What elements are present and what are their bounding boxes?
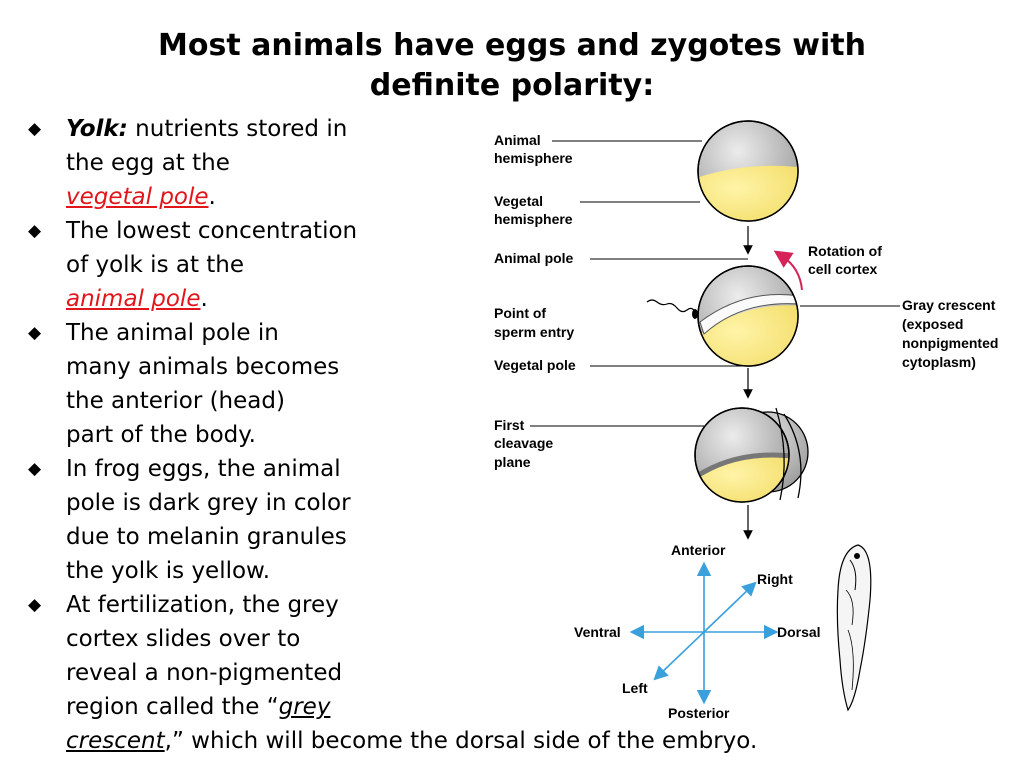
label-dorsal: Dorsal	[777, 624, 821, 640]
label-gray-crescent-2: (exposed	[902, 316, 964, 332]
label-gray-crescent-1: Gray crescent	[902, 297, 996, 313]
label-posterior: Posterior	[668, 705, 730, 721]
bullet-anterior	[28, 316, 448, 452]
bullet-text: .	[208, 184, 216, 210]
bullet-text: of yolk is at the	[66, 252, 245, 278]
tadpole-icon	[837, 545, 870, 710]
term-grey: grey	[278, 694, 331, 720]
fertilized-egg	[690, 266, 806, 380]
label-point-entry-1: Point of	[494, 305, 547, 321]
label-point-entry-2: sperm entry	[494, 324, 575, 340]
sperm-icon	[647, 300, 695, 312]
label-vegetal-pole: Vegetal pole	[494, 357, 576, 373]
bullet-text: pole is dark grey in color	[66, 490, 351, 516]
diamond-bullet-icon: ◆	[28, 323, 42, 343]
label-animal-pole: Animal pole	[494, 250, 574, 266]
bullet-text: part of the body.	[66, 422, 256, 448]
label-first-cleavage-1: First	[494, 417, 525, 433]
term-crescent: crescent	[66, 728, 165, 754]
term-yolk: Yolk:	[66, 116, 128, 142]
diamond-bullet-icon: ◆	[28, 221, 42, 241]
label-first-cleavage-3: plane	[494, 454, 531, 470]
label-gray-crescent-4: cytoplasm)	[902, 354, 976, 370]
bullet-text: many animals becomes	[66, 354, 340, 380]
bullet-text: reveal a non-pigmented	[66, 660, 343, 686]
bullet-text: cortex slides over to	[66, 626, 301, 652]
label-animal-hemisphere-2: hemisphere	[494, 150, 573, 166]
bullet-text: The animal pole in	[66, 320, 279, 346]
body-axes	[636, 568, 772, 698]
term-vegetal-pole: vegetal pole	[66, 184, 209, 210]
label-vegetal-hemisphere-2: hemisphere	[494, 211, 573, 227]
title-line-2: definite polarity:	[369, 68, 655, 103]
label-gray-crescent-3: nonpigmented	[902, 335, 999, 351]
egg-polarity-figure	[480, 110, 1024, 725]
bullet-text: the anterior (head)	[66, 388, 285, 414]
label-first-cleavage-2: cleavage	[494, 435, 554, 451]
unfertilized-egg	[690, 121, 806, 230]
first-cleavage-egg	[692, 408, 810, 510]
bullet-text: The lowest concentration	[66, 218, 358, 244]
label-animal-hemisphere-1: Animal	[494, 132, 541, 148]
label-vegetal-hemisphere-1: Vegetal	[494, 193, 544, 209]
continuation-line	[66, 724, 757, 758]
bullet-text: At fertilization, the grey	[66, 592, 339, 618]
page-title	[0, 26, 1024, 106]
bullet-text: .	[200, 286, 208, 312]
title-line-1: Most animals have eggs and zygotes with	[158, 28, 866, 63]
bullet-text: the yolk is yellow.	[66, 558, 271, 584]
bullet-frog-eggs	[28, 452, 448, 588]
label-ventral: Ventral	[574, 624, 621, 640]
bullet-text: due to melanin granules	[66, 524, 347, 550]
bullet-fertilization	[28, 588, 448, 724]
bullet-lowest-yolk	[28, 214, 448, 316]
diamond-bullet-icon: ◆	[28, 119, 42, 139]
bullet-text: the egg at the	[66, 150, 230, 176]
label-rotation-1: Rotation of	[808, 243, 882, 259]
bullet-text: region called the “	[66, 694, 279, 720]
term-animal-pole: animal pole	[66, 286, 201, 312]
diamond-bullet-icon: ◆	[28, 595, 42, 615]
label-right: Right	[757, 571, 793, 587]
label-anterior: Anterior	[671, 542, 726, 558]
bullet-text: In frog eggs, the animal	[66, 456, 341, 482]
bullet-text: ,” which will become the dorsal side of the embryo.	[164, 728, 758, 754]
bullet-text: nutrients stored in	[127, 116, 348, 142]
bullet-yolk	[28, 112, 448, 214]
label-left: Left	[622, 680, 648, 696]
diamond-bullet-icon: ◆	[28, 459, 42, 479]
bullet-list	[28, 112, 448, 724]
label-rotation-2: cell cortex	[808, 261, 878, 277]
